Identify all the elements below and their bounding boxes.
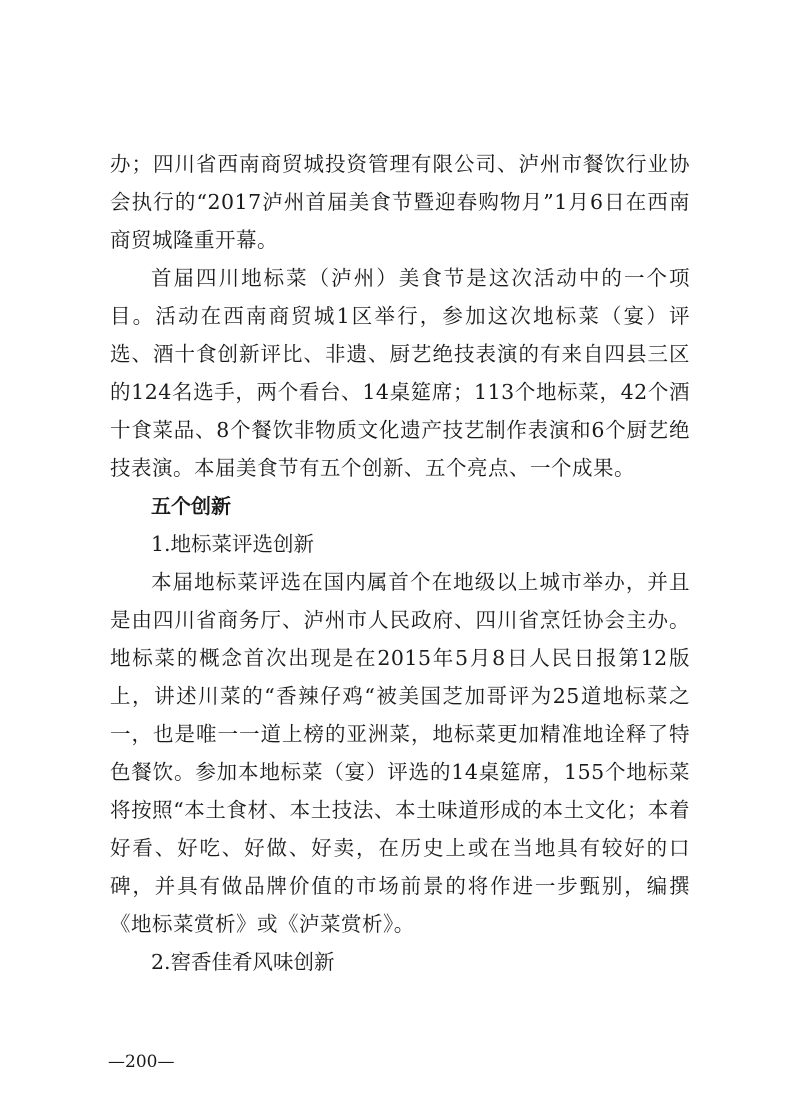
section-heading: 五个创新 bbox=[151, 494, 231, 518]
page-number: —200— bbox=[108, 1052, 175, 1072]
paragraph-landmark-dish: 本届地标菜评选在国内属首个在地级以上城市举办，并且是由四川省商务厅、泸州市人民政府、四川省烹饪协会主办。地标菜的概念首次出现是在2015年5月8日人民日报第12版上，讲述川菜的“香辣仔鸡“被美国芝加哥评为25道地标菜之一，也是唯一一道上榜的亚洲菜，地标菜更加精准地诠释了特色餐饮。参加本地标菜（宴）评选的14桌筵席，155个地标菜将按照“本土食材、本土技法、本土味道形成的本土文化；本着好看、好吃、好做、好卖，在历史上或在当地具有较好的口碑，并具有做品牌价值的市场前景的将作进一步甄别，编撰《地标菜赏析》或《泸菜赏析》。 bbox=[110, 570, 690, 936]
paragraph-festival-intro: 首届四川地标菜（泸州）美食节是这次活动中的一个项目。活动在西南商贸城1区举行，参加这次地标菜（宴）评选、酒十食创新评比、非遗、厨艺绝技表演的有来自四县三区的124名选手，两个看台、14桌筵席；113个地标菜，42个酒十食菜品、8个餐饮非物质文化遗产技艺制作表演和6个厨艺绝技表演。本届美食节有五个创新、五个亮点、一个成果。 bbox=[110, 266, 690, 480]
paragraph-continuation: 办；四川省西南商贸城投资管理有限公司、泸州市餐饮行业协会执行的“2017泸州首届美食节暨迎春购物月”1月6日在西南商贸城隆重开幕。 bbox=[110, 152, 690, 252]
subsection-heading-1: 1.地标菜评选创新 bbox=[151, 532, 315, 556]
document-body bbox=[110, 145, 690, 981]
subsection-heading-2: 2.窖香佳肴风味创新 bbox=[151, 950, 335, 974]
